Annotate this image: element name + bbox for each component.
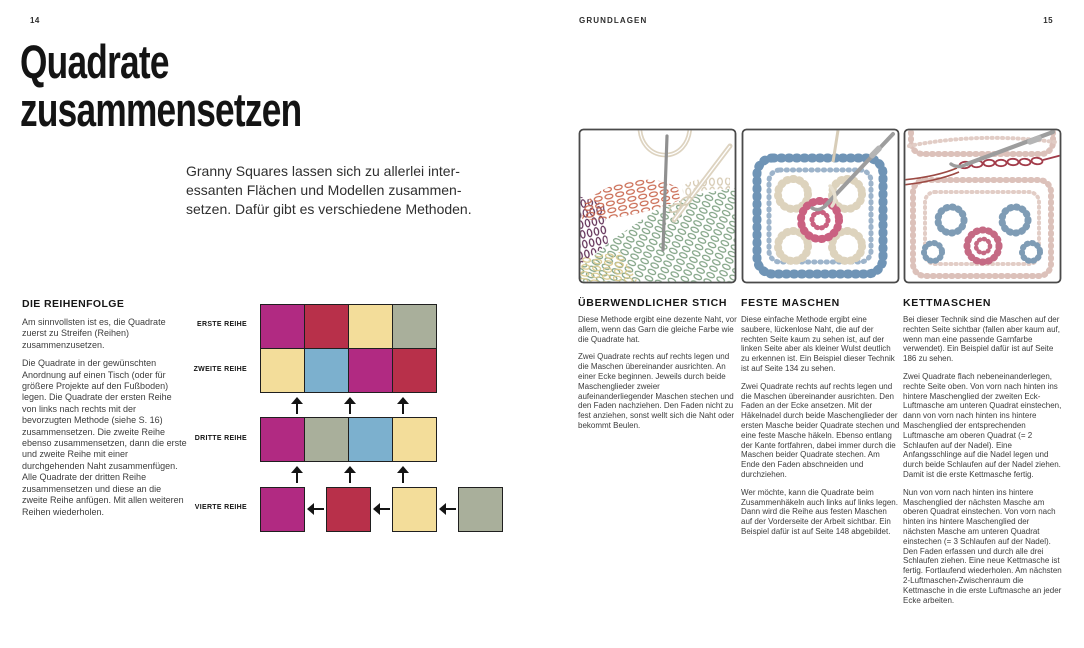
diagram-square-magenta [260,487,305,532]
arrow-left-icon [439,502,456,516]
diagram-square-red [304,304,349,349]
diagram-square-yellow [348,304,393,349]
diagram-square-sage [458,487,503,532]
column-paragraph: Zwei Quadrate rechts auf rechts legen und die Maschen übereinander ausrichten. An einer Ecke beginnen. Jeweils durch beide Maschenglieder zweier aufeinanderliegender Maschen stechen und den Faden nachziehen. Den Faden nicht zu fest anziehen, sonst wellt sich die Naht oder bekommt Beulen. [578,352,735,430]
column-paragraph: Diese einfache Methode ergibt eine saubere, lückenlose Naht, die auf der rechten Seite kaum zu sehen ist, auf der linken Seite aber als kleiner Wulst deutlich zu erkennen ist. Ein Beispiel dieser Technik ist auf Seite 134 zu sehen. [741,315,895,373]
diagram-row-3 [260,417,437,462]
page-number-left: 14 [30,16,40,25]
arrow-up-icon [343,466,357,483]
row-assembly-diagram [193,300,530,540]
page-title [20,35,302,136]
section-header: GRUNDLAGEN [579,16,648,25]
column-paragraph: Nun von vorn nach hinten ins hintere Maschenglied der nächsten Masche am oberen Quadrat einstechen. Von vorn nach hinten ins hintere Maschenglied der nächsten Masche am unteren Quadrat einstechen (= 3 Schlaufen auf der Nadel). Den Faden erfassen und durch alle drei Schlaufen ziehen. Eine neue Kettmasche ist fertig. Fortlaufend wiederholen. Am nächsten 2-Luftmaschen-Zwischenraum die Kettmasche in die erste Luftmasche an jeder Ecke arbeiten. [903,487,1062,605]
diagram-label-erste-reihe: ERSTE REIHE [197,321,247,328]
diagram-label-dritte-reihe: DRITTE REIHE [194,435,247,442]
diagram-row-2 [260,348,437,393]
arrow-up-icon [290,466,304,483]
diagram-square-sage [304,417,349,462]
single-crochet-join-illustration [741,128,900,284]
arrow-up-icon [396,466,410,483]
slip-stitch-join-illustration [903,128,1062,284]
page-number-right: 15 [1043,16,1053,25]
sidebar-die-reihenfolge [22,298,187,525]
diagram-square-red [392,348,437,393]
column-heading: ÜBERWENDLICHER STICH [578,297,728,309]
diagram-square-magenta [260,417,305,462]
diagram-square-blue [304,348,349,393]
column-ueberwendlicher-stich [578,128,737,439]
diagram-square-red [326,487,371,532]
arrow-up-icon [396,397,410,414]
arrow-left-icon [373,502,390,516]
diagram-square-blue [348,417,393,462]
arrow-up-icon [343,397,357,414]
column-feste-maschen [741,128,900,545]
diagram-row-1 [260,304,437,349]
overcast-stitch-illustration [578,128,737,284]
column-paragraph: Wer möchte, kann die Quadrate beim Zusammenhäkeln auch links auf links legen. Dann wird die Reihe aus festen Maschen auf der Vorderseite der Arbeit sichtbar. Ein Beispiel dafür ist auf Seite 148 abgebildet. [741,487,898,536]
diagram-square-yellow [392,487,437,532]
column-kettmaschen [903,128,1062,613]
page-title-line2: zusammensetzen [20,83,302,136]
sidebar-paragraph: Die Quadrate in der gewünschten Anordnung auf einen Tisch (oder für größere Projekte auf den Fußboden) legen. Die Quadrate der ersten Reihe von links nach rechts mit der bevorzugten Methode (siehe S. 16) zusammensetzen. Die zweite Reihe ebenso zusammensetzen, dann die erste und zweite Reihe mit einer durchgehenden Naht zusammenfügen. Alle Quadrate der dritten Reihe zusammensetzen und diese an die zweite Reihe anfügen. Mit allen weiteren Reihen wiederholen. [22,358,187,517]
intro-line: setzen. Dafür gibt es verschiedene Methoden. [186,201,472,217]
arrow-left-icon [307,502,324,516]
diagram-label-zweite-reihe: ZWEITE REIHE [193,366,247,373]
intro-line: Granny Squares lassen sich zu allerlei inter- [186,163,460,179]
sidebar-paragraph: Am sinnvollsten ist es, die Quadrate zuerst zu Streifen (Reihen) zusammenzusetzen. [22,317,166,350]
column-paragraph: Zwei Quadrate flach nebeneinanderlegen, rechte Seite oben. Von vorn nach hinten ins hintere Maschenglied der zweiten Eck-Luftmasche am unteren Quadrat einstechen, dann von vorn nach hinten ins hintere Maschenglied der entsprechenden Luftmasche am oberen Quadrat (= 2 Schlaufen auf der Nadel). Eine Anfangsschlinge auf die Nadel legen und durch beide Schlaufen auf der Nadel ziehen. Damit ist die erste Kettmasche fertig. [903,371,1062,479]
column-heading: KETTMASCHEN [903,297,992,309]
diagram-label-vierte-reihe: VIERTE REIHE [194,504,247,511]
sidebar-heading: DIE REIHENFOLGE [22,298,125,310]
intro-line: essanten Flächen und Modellen zusammen- [186,182,462,198]
column-paragraph: Zwei Quadrate rechts auf rechts legen und die Maschen übereinander ausrichten. Den Faden an der Ecke ansetzen. Mit der Häkelnadel durch beide Maschenglieder der ersten Masche beider Quadrate stechen und eine feste Masche häkeln. Ebenso entlang der Kante fortfahren, dabei immer durch die Maschen beider Quadrate stechen. Am Ende den Faden abschneiden und durchziehen. [741,381,900,479]
column-heading: FESTE MASCHEN [741,297,840,309]
intro-paragraph [186,162,526,219]
diagram-square-yellow [260,348,305,393]
diagram-square-magenta [260,304,305,349]
page-title-line1: Quadrate [20,35,169,88]
arrow-up-icon [290,397,304,414]
column-paragraph: Diese Methode ergibt eine dezente Naht, vor allem, wenn das Garn die gleiche Farbe wie die Quadrate hat. [578,315,737,344]
diagram-square-magenta [348,348,393,393]
column-paragraph: Bei dieser Technik sind die Maschen auf der rechten Seite sichtbar (fallen aber kaum auf, wenn man eine passende Garnfarbe verwendet). Ein Beispiel dafür ist auf Seite 186 zu sehen. [903,315,1060,364]
diagram-square-sage [392,304,437,349]
diagram-square-yellow [392,417,437,462]
